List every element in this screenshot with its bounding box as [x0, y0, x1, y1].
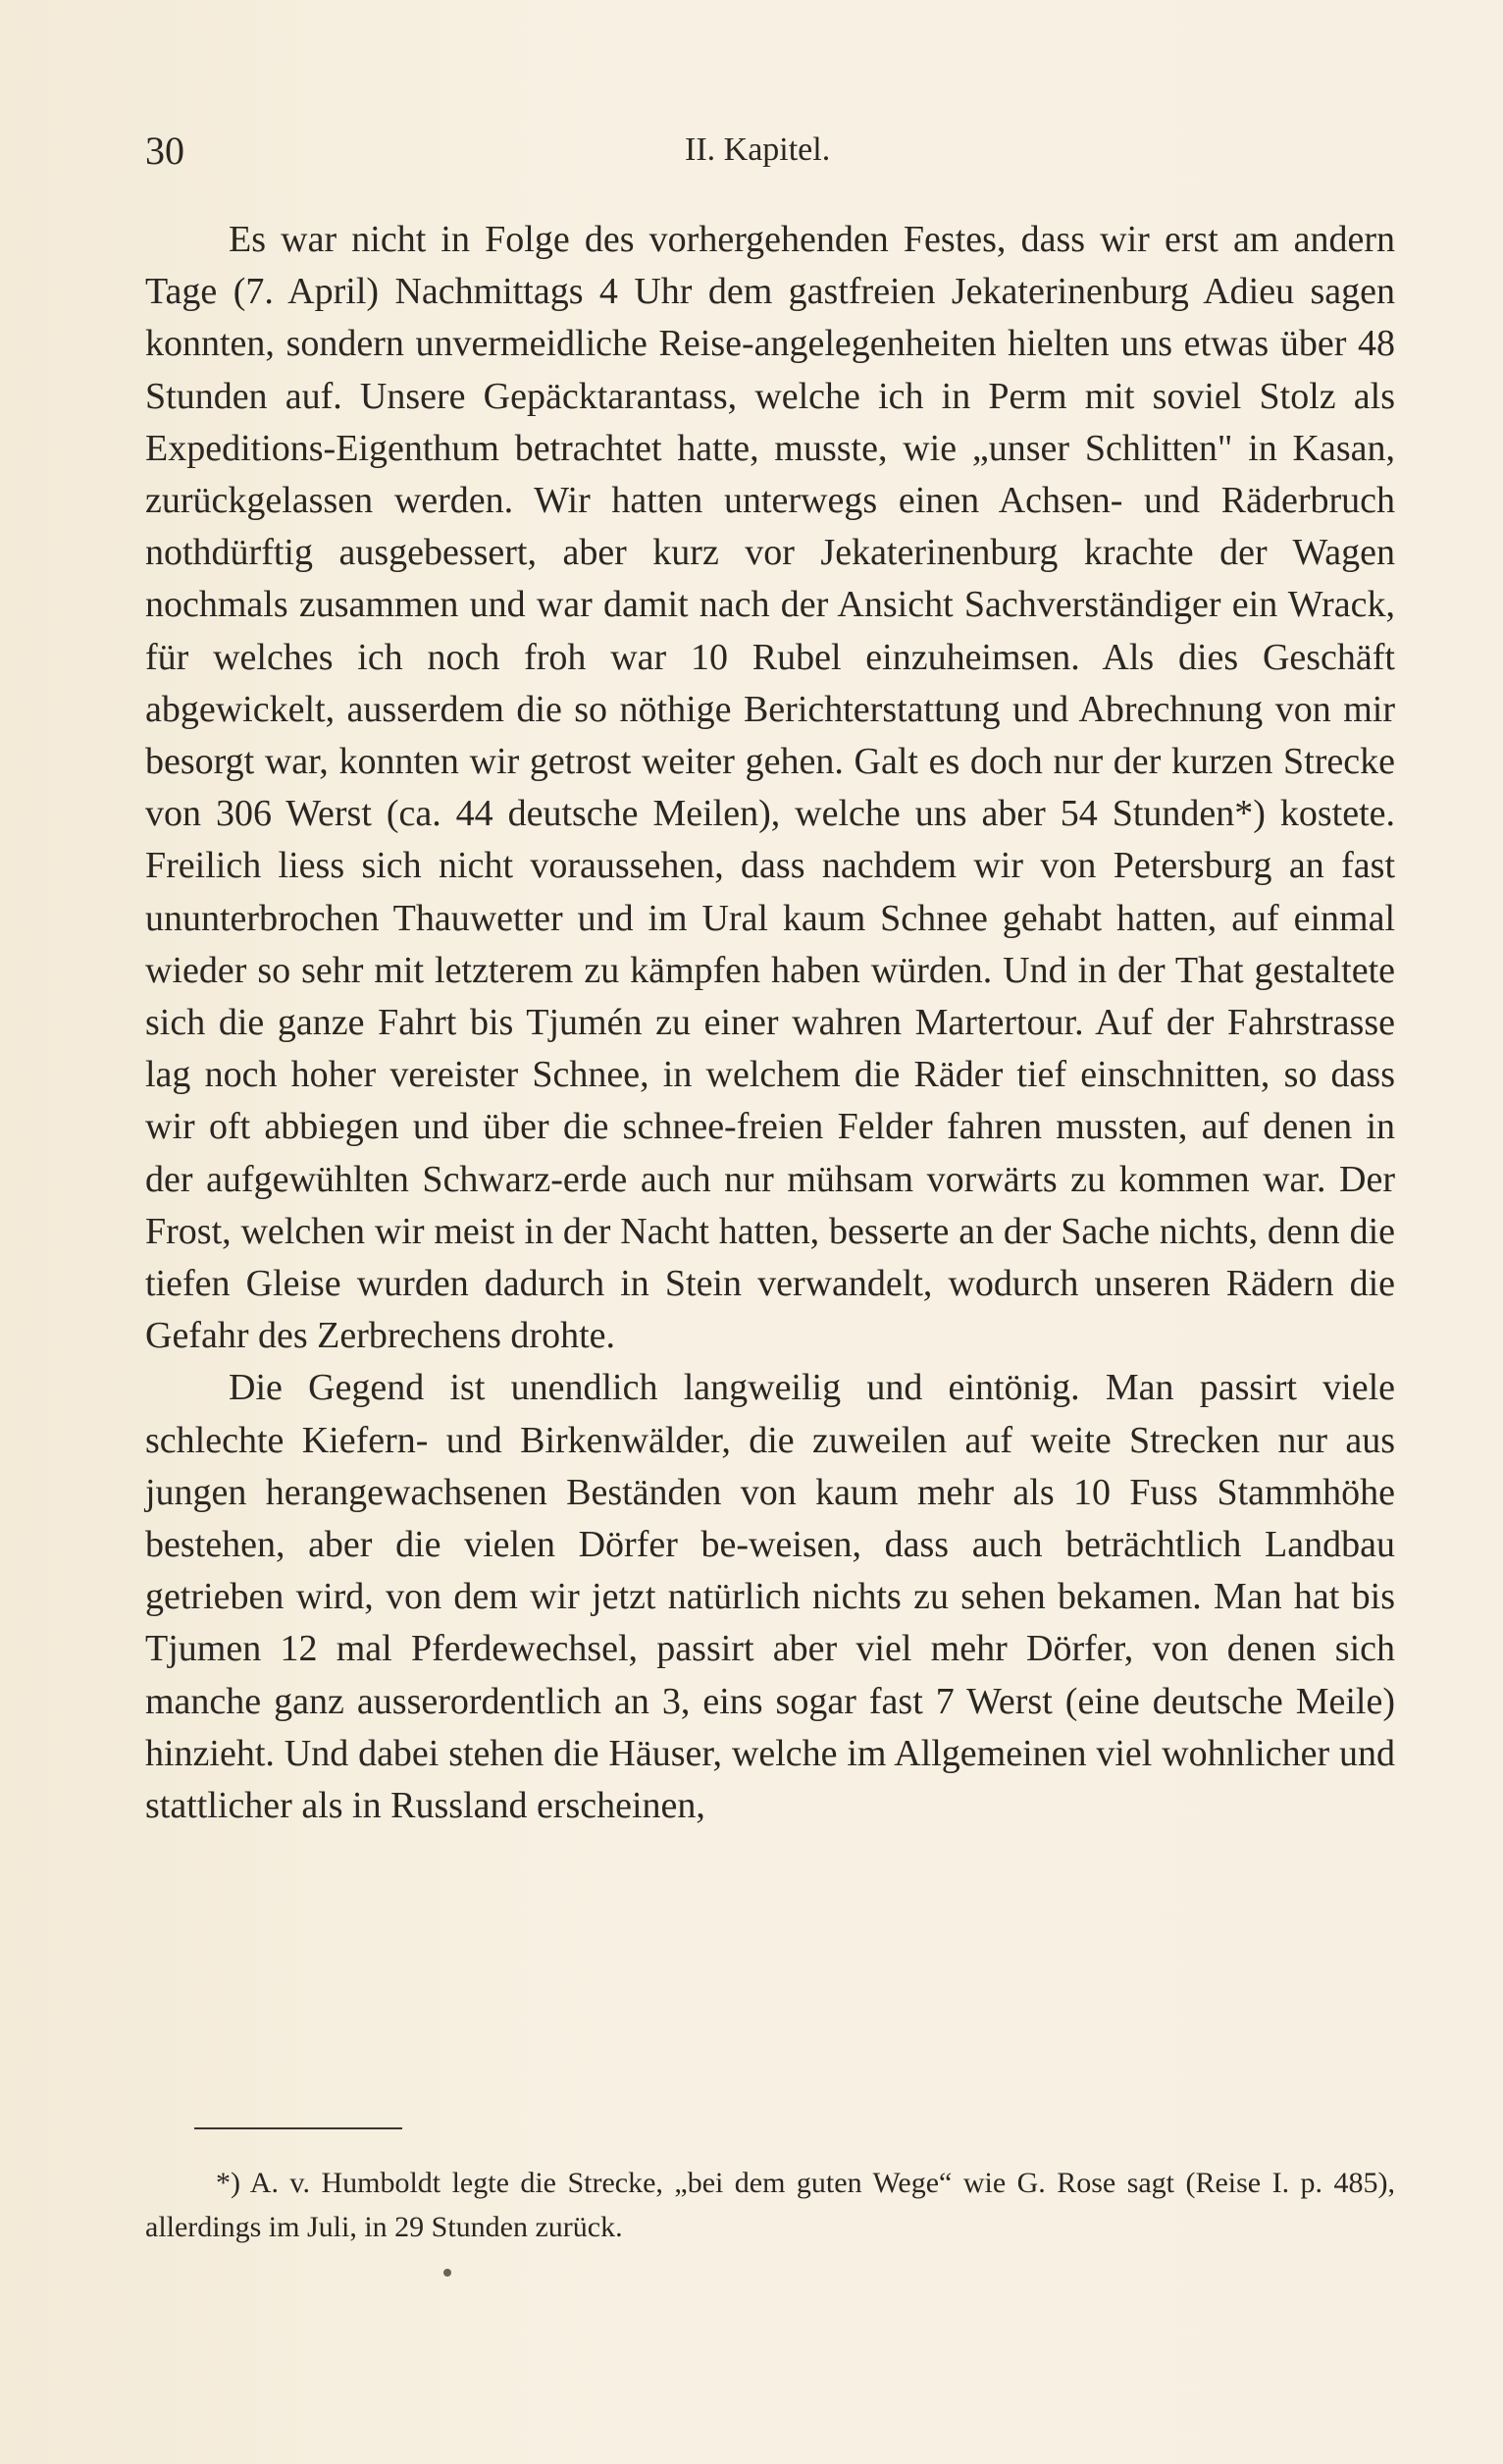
page-number: 30 [145, 129, 184, 173]
running-head: II. Kapitel. [685, 131, 831, 168]
paragraph-2: Die Gegend ist unendlich langweilig und eintönig. Man passirt viele schlechte Kiefern- und Birkenwälder, die zuweilen auf weite Strecken nur aus jungen herangewachsenen Beständen von kaum mehr als 10 Fuss Stammhöhe bestehen, aber die vielen Dörfer be-weisen, dass auch beträchtlich Landbau getrieben wird, von dem wir jetzt natürlich nichts zu sehen bekamen. Man hat bis Tjumen 12 mal Pferdewechsel, passirt aber viel mehr Dörfer, von denen sich manche ganz ausserordentlich an 3, eins sogar fast 7 Werst (eine deutsche Meile) hinzieht. Und dabei stehen die Häuser, welche im Allgemeinen viel wohnlicher und stattlicher als in Russland erscheinen, [145, 1367, 1395, 1827]
page-header [145, 128, 1395, 177]
footnote: *) A. v. Humboldt legte die Strecke, „bei dem guten Wege“ wie G. Rose sagt (Reise I. p. 485), allerdings im Juli, in 29 Stunden zurück. [145, 2167, 1395, 2243]
footnote-divider [194, 2127, 402, 2129]
main-text [145, 214, 1395, 1832]
paragraph-1: Es war nicht in Folge des vorhergehenden Festes, dass wir erst am andern Tage (7. April) Nachmittags 4 Uhr dem gastfreien Jekaterinenburg Adieu sagen konnten, sondern unvermeidliche Reise-angelegenheiten hielten uns etwas über 48 Stunden auf. Unsere Gepäcktarantass, welche ich in Perm mit soviel Stolz als Expeditions-Eigenthum betrachtet hatte, musste, wie „unser Schlitten" in Kasan, zurückgelassen werden. Wir hatten unterwegs einen Achsen- und Räderbruch nothdürftig ausgebessert, aber kurz vor Jekaterinenburg krachte der Wagen nochmals zusammen und war damit nach der Ansicht Sachverständiger ein Wrack, für welches ich noch froh war 10 Rubel einzuheimsen. Als dies Geschäft abgewickelt, ausserdem die so nöthige Berichterstattung und Abrechnung von mir besorgt war, konnten wir getrost weiter gehen. Galt es doch nur der kurzen Strecke von 306 Werst (ca. 44 deutsche Meilen), welche uns aber 54 Stunden*) kostete. Freilich liess sich nicht voraussehen, dass nachdem wir von Petersburg an fast ununterbrochen Thauwetter und im Ural kaum Schnee gehabt hatten, auf einmal wieder so sehr mit letzterem zu kämpfen haben würden. Und in der That gestaltete sich die ganze Fahrt bis Tjumén zu einer wahren Martertour. Auf der Fahrstrasse lag noch hoher vereister Schnee, in welchem die Räder tief einschnitten, so dass wir oft abbiegen und über die schnee-freien Felder fahren mussten, auf denen in der aufgewühlten Schwarz-erde auch nur mühsam vorwärts zu kommen war. Der Frost, welchen wir meist in der Nacht hatten, besserte an der Sache nichts, denn die tiefen Gleise wurden dadurch in Stein verwandelt, wodurch unseren Rädern die Gefahr des Zerbrechens drohte. [145, 219, 1395, 1357]
ink-speck [443, 2269, 451, 2277]
